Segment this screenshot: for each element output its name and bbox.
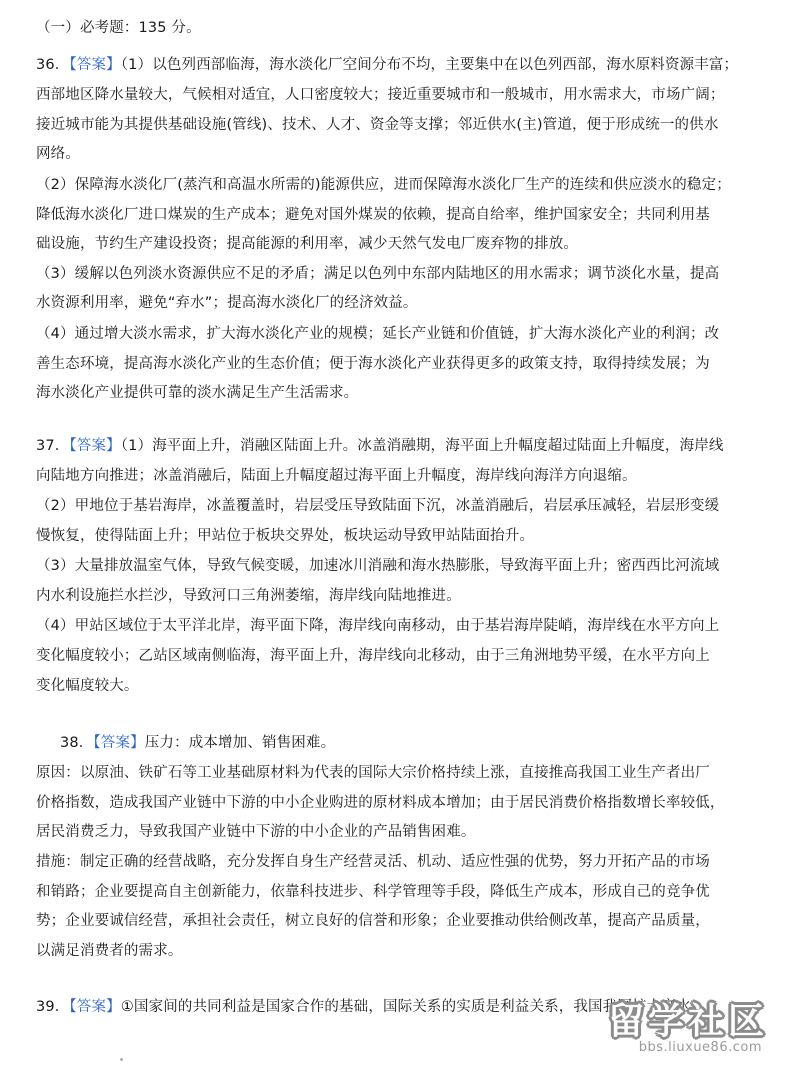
q38-line-5: 措施：制定正确的经营战略，充分发挥自身生产经营灵活、机动、适应性强的优势，努力开拓产品的市场 [36, 854, 710, 870]
q38-line-4: 居民消费乏力，导致我国产业链中下游的中小企业的产品销售困难。 [36, 824, 476, 840]
q38-answer-tag: 【答案】 [93, 735, 145, 751]
q36-number: 36． [36, 57, 70, 73]
q39-number: 39． [36, 999, 70, 1015]
q38-line-1 [60, 733, 750, 753]
q37-line-5: （3）大量排放温室气体，导致气候变暖，加速冰川消融和海水热膨胀，导致海平面上升；密西西比河流域 [36, 558, 720, 574]
q36-line-7: 础设施，节约生产建设投资；提高能源的利用率，减少天然气发电厂废弃物的排放。 [36, 236, 579, 252]
q37-line-6: 内水利设施拦水拦沙，导致河口三角洲萎缩，海岸线向陆地推进。 [36, 588, 461, 604]
stray-dot [120, 1058, 123, 1061]
q37-answer-tag: 【答案】 [69, 438, 121, 454]
q36-line-10: （4）通过增大淡水需求，扩大海水淡化产业的规模；延长产业链和价值链，扩大海水淡化产业的利润；改 [36, 326, 720, 342]
section-header: （一）必考题：135 分。 [36, 20, 201, 36]
q38-line-7: 势；企业要诚信经营，承担社会责任，树立良好的信誉和形象；企业要推动供给侧改革，提高产品质量， [36, 913, 710, 929]
q36-answer-tag: 【答案】 [69, 57, 121, 73]
q36-line-4: 网络。 [36, 146, 80, 162]
q38-line-8: 以满足消费者的需求。 [36, 943, 183, 959]
q39-answer-tag: 【答案】 [69, 999, 121, 1015]
q37-number: 37． [36, 438, 70, 454]
q37-line-7: （4）甲站区域位于太平洋北岸，海平面下降，海岸线向南移动，由于基岩海岸陡峭，海岸线在水平方向上 [36, 618, 720, 634]
q36-line-3: 接近城市能为其提供基础设施(管线)、技术、人才、资金等支撑；邻近供水(主)管道，便于形成统一的供水 [36, 117, 719, 133]
q36-line-6: 降低海水淡化厂进口煤炭的生产成本；避免对国外煤炭的依赖，提高自给率，维护国家安全；共同利用基 [36, 207, 710, 223]
watermark-url: bbs.liuxue86.com [638, 1040, 762, 1055]
q37-text: （1）海平面上升，消融区陆面上升。冰盖消融期，海平面上升幅度超过陆面上升幅度，海岸线 [120, 438, 724, 454]
q38-number: 38． [60, 735, 94, 751]
q36-line-2: 西部地区降水量较大，气候相对适宜，人口密度较大；接近重要城市和一般城市，用水需求大，市场广阔； [36, 87, 725, 103]
watermark-logo: 留学社区 [607, 1001, 768, 1042]
q36-line-12: 海水淡化产业提供可靠的淡水满足生产生活需求。 [36, 385, 359, 401]
q37-line-2: 向陆地方向推进；冰盖消融后，陆面上升幅度超过海平面上升幅度，海岸线向海洋方向退缩。 [36, 468, 637, 484]
q38-text: 压力：成本增加、销售困难。 [144, 735, 336, 751]
q37-line-4: 慢恢复，使得陆面上升；甲站位于板块交界处，板块运动导致甲站陆面抬升。 [36, 528, 535, 544]
q38-line-6: 和销路；企业要提高自主创新能力，依靠科技进步、科学管理等手段，降低生产成本，形成自己的竞争优 [36, 884, 710, 900]
q36-line-9: 水资源利用率，避免“弃水”；提高海水淡化厂的经济效益。 [36, 295, 418, 311]
q37-line-1 [36, 436, 751, 456]
q36-line-5: （2）保障海水淡化厂(蒸汽和高温水所需的)能源供应，进而保障海水淡化厂生产的连续和供应淡水的稳定； [36, 177, 731, 193]
q37-line-8: 变化幅度较小；乙站区域南侧临海，海平面上升，海岸线向北移动，由于三角洲地势平缓，在水平方向上 [36, 648, 710, 664]
q36-text: （1）以色列西部临海，海水淡化厂空间分布不均，主要集中在以色列西部，海水原料资源丰富； [120, 57, 739, 73]
q38-line-3: 价格指数，造成我国产业链中下游的中小企业购进的原材料成本增加；由于居民消费价格指数增长率较低， [36, 795, 725, 811]
watermark [606, 1000, 776, 1058]
q39-text: ①国家间的共同利益是国家合作的基础，国际关系的实质是利益关系，我国我国扩大高水 [120, 999, 691, 1015]
q37-line-9: 变化幅度较大。 [36, 678, 139, 694]
q36-line-11: 善生态环境，提高海水淡化产业的生态价值；便于海水淡化产业获得更多的政策支持，取得持续发展；为 [36, 356, 710, 372]
q38-line-2: 原因：以原油、铁矿石等工业基础原材料为代表的国际大宗价格持续上涨，直接推高我国工业生产者出厂 [36, 765, 710, 781]
q36-line-8: （3）缓解以色列淡水资源供应不足的矛盾；满足以色列中东部内陆地区的用水需求；调节淡化水量，提高 [36, 266, 720, 282]
q37-line-3: （2）甲地位于基岩海岸，冰盖覆盖时，岩层受压导致陆面下沉，冰盖消融后，岩层承压减轻，岩层形变缓 [36, 498, 720, 514]
q36-line-1 [36, 55, 751, 75]
